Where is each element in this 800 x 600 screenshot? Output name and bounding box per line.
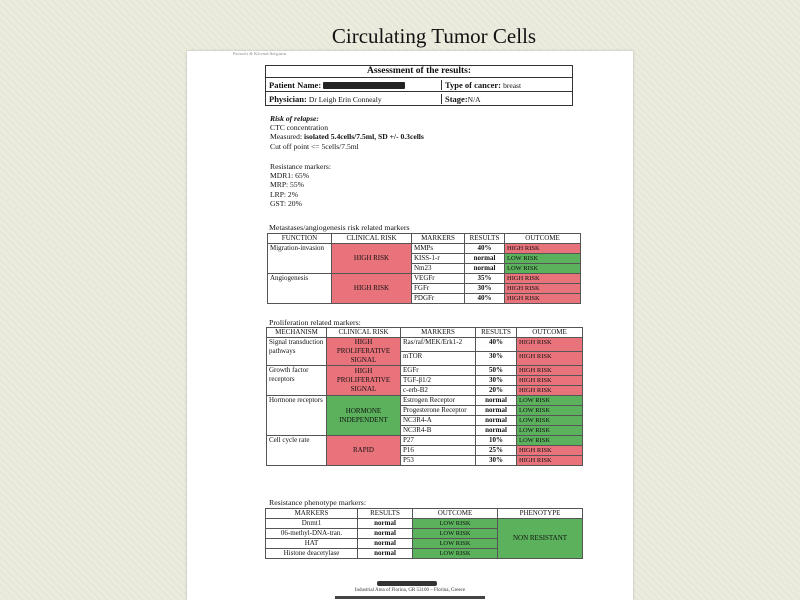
- relapse-section: [270, 114, 424, 151]
- result-cell: 30%: [465, 284, 505, 294]
- result-cell: normal: [465, 254, 505, 264]
- table-row: [268, 274, 581, 284]
- mechanism-cell: Growth factor receptors: [267, 366, 327, 396]
- result-cell: normal: [358, 549, 413, 559]
- marker-cell: NC3R4-B: [401, 426, 476, 436]
- outcome-cell: LOW RISK: [413, 519, 498, 529]
- result-cell: normal: [358, 519, 413, 529]
- clinical-risk-cell: HIGH RISK: [332, 244, 412, 274]
- table-row: [266, 519, 583, 529]
- result-cell: 10%: [476, 436, 517, 446]
- outcome-cell: HIGH RISK: [505, 244, 581, 254]
- outcome-cell: LOW RISK: [517, 416, 583, 426]
- marker-cell: c-erb-B2: [401, 386, 476, 396]
- result-cell: 35%: [465, 274, 505, 284]
- marker-cell: TGF-β1/2: [401, 376, 476, 386]
- table-row: [267, 436, 583, 446]
- patient-name-label: Patient Name:: [269, 79, 322, 90]
- outcome-cell: LOW RISK: [517, 426, 583, 436]
- resistance-marker: MRP: 55%: [270, 180, 304, 190]
- col-header: FUNCTION: [268, 234, 332, 244]
- physician-label: Physician:: [269, 93, 307, 104]
- marker-cell: Nm23: [412, 264, 465, 274]
- metastases-table: [267, 233, 581, 304]
- marker-cell: NC3R4-A: [401, 416, 476, 426]
- patient-header-table: [265, 65, 573, 106]
- outcome-cell: LOW RISK: [517, 396, 583, 406]
- redacted-name: [323, 82, 405, 89]
- clinical-risk-cell: RAPID: [327, 436, 401, 466]
- marker-cell: KISS-1-r: [412, 254, 465, 264]
- col-header: OUTCOME: [517, 328, 583, 338]
- cancer-type-value: breast: [503, 80, 522, 90]
- marker-cell: FGFr: [412, 284, 465, 294]
- phenotype-title: Resistance phenotype markers:: [269, 498, 366, 507]
- result-cell: 40%: [465, 294, 505, 304]
- col-header: PHENOTYPE: [498, 509, 583, 519]
- phenotype-table: [265, 508, 583, 559]
- measured-label: Measured:: [270, 132, 304, 142]
- clinical-risk-cell: HORMONE INDEPENDENT: [327, 396, 401, 436]
- result-cell: 30%: [476, 352, 517, 366]
- resistance-marker: GST: 20%: [270, 198, 302, 208]
- result-cell: 50%: [476, 366, 517, 376]
- col-header: MARKERS: [266, 509, 358, 519]
- marker-cell: Dnmt1: [266, 519, 358, 529]
- result-cell: normal: [476, 396, 517, 406]
- mechanism-cell: Cell cycle rate: [267, 436, 327, 466]
- relapse-line1: CTC concentration: [270, 123, 328, 133]
- outcome-cell: HIGH RISK: [517, 446, 583, 456]
- outcome-cell: LOW RISK: [413, 539, 498, 549]
- resistance-markers-title: Resistance markers:: [270, 162, 331, 171]
- mechanism-cell: Signal transduction pathways: [267, 338, 327, 366]
- col-header: RESULTS: [476, 328, 517, 338]
- marker-cell: Ras/raf/MEK/Erk1-2: [401, 338, 476, 352]
- col-header: OUTCOME: [505, 234, 581, 244]
- outcome-cell: LOW RISK: [517, 406, 583, 416]
- redacted-footer-logo: [377, 581, 437, 586]
- result-cell: 40%: [465, 244, 505, 254]
- outcome-cell: LOW RISK: [413, 529, 498, 539]
- marker-cell: HAT: [266, 539, 358, 549]
- result-cell: 25%: [476, 446, 517, 456]
- col-header: MECHANISM: [267, 328, 327, 338]
- col-header: OUTCOME: [413, 509, 498, 519]
- table-row: [267, 366, 583, 376]
- proliferation-table: [266, 327, 583, 466]
- result-cell: 20%: [476, 386, 517, 396]
- result-cell: 30%: [476, 456, 517, 466]
- result-cell: 30%: [476, 376, 517, 386]
- marker-cell: mTOR: [401, 352, 476, 366]
- function-cell: Migration-invasion: [268, 244, 332, 274]
- physician-value: Dr Leigh Erin Connealy: [308, 94, 382, 104]
- outcome-cell: HIGH RISK: [505, 274, 581, 284]
- result-cell: normal: [358, 539, 413, 549]
- outcome-cell: HIGH RISK: [505, 294, 581, 304]
- slide-title: Circulating Tumor Cells: [331, 24, 537, 48]
- stage-label: Stage:: [445, 93, 468, 104]
- measured-value: isolated 5.4cells/7.5ml, SD +/- 0.3cells: [303, 132, 424, 142]
- marker-cell: VEGFr: [412, 274, 465, 284]
- marker-cell: P16: [401, 446, 476, 456]
- marker-cell: PDGFr: [412, 294, 465, 304]
- metastases-title: Metastases/angiogenesis risk related markers: [269, 223, 410, 232]
- redacted-footer-contact: [335, 596, 485, 599]
- outcome-cell: LOW RISK: [505, 254, 581, 264]
- clinical-risk-cell: HIGH PROLIFERATIVE SIGNAL: [327, 338, 401, 366]
- marker-cell: P53: [401, 456, 476, 466]
- clinical-risk-cell: HIGH PROLIFERATIVE SIGNAL: [327, 366, 401, 396]
- table-row: [267, 338, 583, 352]
- report-letterhead: Ρεσουλτ & Κλινικά Δείγματα: [233, 51, 287, 56]
- outcome-cell: LOW RISK: [505, 264, 581, 274]
- table-row: [268, 244, 581, 254]
- result-cell: normal: [476, 416, 517, 426]
- marker-cell: Histone deacetylase: [266, 549, 358, 559]
- marker-cell: Progesterone Receptor: [401, 406, 476, 416]
- stage-value: N/A: [467, 94, 481, 104]
- relapse-title: Risk of relapse:: [270, 114, 319, 123]
- clinical-risk-cell: HIGH RISK: [332, 274, 412, 304]
- marker-cell: Estrogen Receptor: [401, 396, 476, 406]
- result-cell: normal: [476, 426, 517, 436]
- result-cell: normal: [465, 264, 505, 274]
- phenotype-cell: NON RESISTANT: [498, 519, 583, 559]
- cancer-type-label: Type of cancer:: [445, 79, 502, 90]
- marker-cell: 06-methyl-DNA-tran.: [266, 529, 358, 539]
- marker-cell: P27: [401, 436, 476, 446]
- col-header: CLINICAL RISK: [332, 234, 412, 244]
- result-cell: normal: [476, 406, 517, 416]
- col-header: MARKERS: [412, 234, 465, 244]
- cutoff-line: Cut off point <= 5cells/7.5ml: [270, 141, 359, 151]
- scanned-report: [187, 51, 633, 600]
- outcome-cell: HIGH RISK: [517, 338, 583, 352]
- outcome-cell: HIGH RISK: [517, 352, 583, 366]
- marker-cell: EGFr: [401, 366, 476, 376]
- outcome-cell: HIGH RISK: [517, 386, 583, 396]
- col-header: RESULTS: [465, 234, 505, 244]
- footer-address: Industrial Area of Florina, GR 53100 – Florina, Greece: [354, 588, 466, 593]
- col-header: MARKERS: [401, 328, 476, 338]
- proliferation-title: Proliferation related markers:: [269, 318, 361, 327]
- outcome-cell: HIGH RISK: [517, 366, 583, 376]
- mechanism-cell: Hormone receptors: [267, 396, 327, 436]
- outcome-cell: HIGH RISK: [517, 456, 583, 466]
- outcome-cell: LOW RISK: [413, 549, 498, 559]
- col-header: CLINICAL RISK: [327, 328, 401, 338]
- col-header: RESULTS: [358, 509, 413, 519]
- marker-cell: MMPs: [412, 244, 465, 254]
- resistance-markers-section: [270, 162, 331, 208]
- outcome-cell: HIGH RISK: [505, 284, 581, 294]
- resistance-marker: MDR1: 65%: [270, 171, 310, 181]
- resistance-marker: LRP: 2%: [270, 189, 299, 199]
- outcome-cell: HIGH RISK: [517, 376, 583, 386]
- assessment-title: Assessment of the results:: [266, 66, 572, 78]
- function-cell: Angiogenesis: [268, 274, 332, 304]
- table-row: [267, 396, 583, 406]
- result-cell: 40%: [476, 338, 517, 352]
- outcome-cell: LOW RISK: [517, 436, 583, 446]
- result-cell: normal: [358, 529, 413, 539]
